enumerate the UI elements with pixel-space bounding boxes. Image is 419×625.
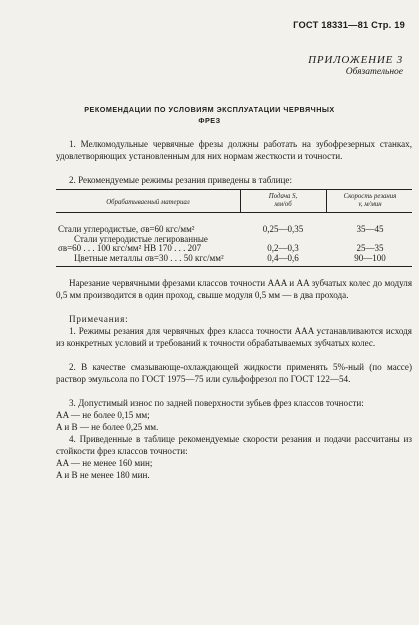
table-cell-material: Стали углеродистые легированные	[74, 234, 208, 244]
table-header-speed-unit: v, м/мин	[358, 201, 382, 208]
notes-heading: Примечания:	[69, 314, 129, 324]
paragraph-3: Нарезание червячными фрезами классов точности AAA и AA зубчатых колес до модуля 0,5 мм производится в один проход, свыше модуля 0,5 мм — в два прохода.	[56, 278, 412, 300]
table-bottom-rule	[56, 266, 412, 267]
note-3: 3. Допустимый износ по задней поверхности зубьев фрез классов точности:	[69, 398, 364, 408]
table-column-divider	[240, 189, 241, 212]
table-header-rule	[56, 212, 412, 213]
note-2: 2. В качестве смазывающе-охлаждающей жидкости применять 5%-ный (по массе) раствор эмульсола по ГОСТ 1975—75 или сульфофрезол по ГОСТ 122—54.	[56, 362, 412, 384]
table-header-feed-unit: мм/об	[274, 201, 292, 208]
table-cell-material: σв=60 . . . 100 кгс/мм² НВ 170 . . . 207	[58, 243, 202, 253]
note-3-item-aa: AA — не более 0,15 мм;	[56, 410, 150, 420]
note-1: 1. Режимы резания для червячных фрез класса точности AAA устанавливаются исходя из конкретных условий и требований к точности обрабатываемых зубчатых колес.	[56, 326, 412, 348]
paragraph-2: 2. Рекомендуемые режимы резания приведены в таблице:	[69, 175, 292, 185]
table-header-feed	[242, 193, 324, 209]
table-cell-speed: 90—100	[354, 253, 386, 263]
table-cell-speed: 35—45	[356, 224, 384, 234]
note-4: 4. Приведенные в таблице рекомендуемые скорости резания и подачи рассчитаны из стойкости фрез классов точности:	[56, 434, 412, 456]
table-cell-speed: 25—35	[356, 243, 384, 253]
table-header-material: Обрабатываемый материал	[106, 199, 190, 206]
note-4-item-ab: A и B не менее 180 мин.	[56, 470, 150, 480]
table-header-feed-label: Подача S,	[268, 193, 298, 200]
table-header-speed	[328, 193, 412, 209]
note-3-item-ab: A и B — не более 0,25 мм.	[56, 422, 159, 432]
table-cell-feed: 0,2—0,3	[267, 243, 299, 253]
section-heading-line1: РЕКОМЕНДАЦИИ ПО УСЛОВИЯМ ЭКСПЛУАТАЦИИ ЧЕРВЯЧНЫХ	[84, 105, 335, 114]
table-column-divider	[326, 189, 327, 212]
appendix-title: ПРИЛОЖЕНИЕ 3	[308, 54, 403, 66]
table-cell-material: Стали углеродистые, σв=60 кгс/мм²	[58, 224, 195, 234]
section-heading-line2: ФРЕЗ	[198, 116, 221, 125]
paragraph-1: 1. Мелкомодульные червячные фрезы должны работать на зубофрезерных станках, удовлетворяющих установленным для них нормам жесткости и точности.	[56, 139, 412, 161]
table-cell-feed: 0,4—0,6	[267, 253, 299, 263]
note-4-item-aa: AA — не менее 160 мин;	[56, 458, 153, 468]
table-cell-material: Цветные металлы σв=30 . . . 50 кгс/мм²	[74, 253, 224, 263]
table-cell-feed: 0,25—0,35	[262, 224, 304, 234]
table-header-speed-label: Скорость резания	[343, 193, 397, 200]
page-header: ГОСТ 18331—81 Стр. 19	[293, 20, 405, 30]
table-top-rule	[56, 189, 412, 190]
appendix-subtitle: Обязательное	[345, 67, 403, 77]
